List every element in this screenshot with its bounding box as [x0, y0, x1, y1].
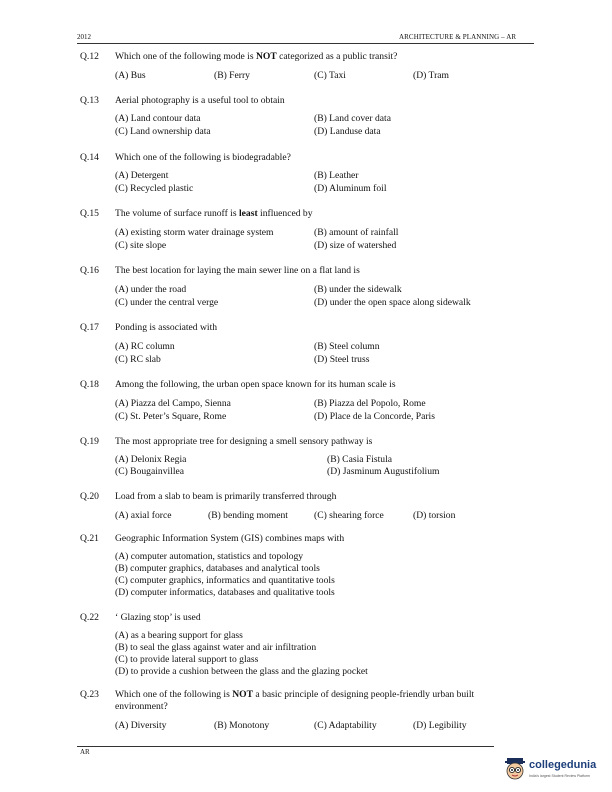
- option-d: (D) computer informatics, databases and qualitative tools: [115, 587, 335, 598]
- option-a: (A) axial force: [115, 510, 172, 521]
- option-a: (A) Bus: [115, 70, 146, 81]
- logo-tagline: India's largest Student Review Platform: [529, 774, 590, 778]
- question-number: Q.16: [80, 265, 99, 276]
- option-c: (C) to provide lateral support to glass: [115, 654, 259, 665]
- question-text: Aerial photography is a useful tool to obtain: [115, 95, 285, 106]
- option-a: (A) as a bearing support for glass: [115, 630, 243, 641]
- question-number: Q.20: [80, 491, 99, 502]
- question-number: Q.21: [80, 533, 99, 544]
- option-c: (C) under the central verge: [115, 297, 219, 308]
- option-a: (A) Piazza del Campo, Sienna: [115, 398, 231, 409]
- option-d: (D) Jasminum Augustifolium: [327, 466, 440, 477]
- option-d: (D) Steel truss: [314, 354, 370, 365]
- option-b: (B) Land cover data: [314, 113, 391, 124]
- question-number: Q.22: [80, 612, 99, 623]
- footer-rule: [77, 746, 494, 747]
- option-c: (C) Recycled plastic: [115, 183, 194, 194]
- logo-wordmark: collegedunia: [529, 759, 597, 771]
- header-paper-title: ARCHITECTURE & PLANNING – AR: [399, 33, 517, 41]
- question-text: Which one of the following mode is NOT categorized as a public transit?: [115, 51, 398, 62]
- question-text: The best location for laying the main sewer line on a flat land is: [115, 265, 360, 276]
- question-number: Q.19: [80, 436, 99, 447]
- question-text: Among the following, the urban open space known for its human scale is: [115, 379, 396, 390]
- question-text: Ponding is associated with: [115, 322, 218, 333]
- question-text: ‘ Glazing stop’ is used: [115, 612, 201, 623]
- option-d: (D) torsion: [413, 510, 456, 521]
- question-number: Q.17: [80, 322, 99, 333]
- option-b: (B) Steel column: [314, 341, 380, 352]
- question-number: Q.12: [80, 51, 99, 62]
- question-text: The most appropriate tree for designing a smell sensory pathway is: [115, 436, 373, 447]
- option-b: (B) Piazza del Popolo, Rome: [314, 398, 426, 409]
- option-c: (C) St. Peter’s Square, Rome: [115, 411, 227, 422]
- option-a: (A) Land contour data: [115, 113, 201, 124]
- option-c: (C) computer graphics, informatics and quantitative tools: [115, 575, 335, 586]
- option-d: (D) size of watershed: [314, 240, 397, 251]
- option-a: (A) computer automation, statistics and topology: [115, 551, 304, 562]
- option-b: (B) Ferry: [214, 70, 250, 81]
- option-d: (D) Legibility: [413, 720, 467, 731]
- header-rule: [77, 43, 534, 44]
- option-c: (C) shearing force: [314, 510, 384, 521]
- question-number: Q.13: [80, 95, 99, 106]
- question-text: The volume of surface runoff is least influenced by: [115, 208, 313, 219]
- question-number: Q.18: [80, 379, 99, 390]
- option-c: (C) Bougainvillea: [115, 466, 185, 477]
- option-d: (D) under the open space along sidewalk: [314, 297, 471, 308]
- option-c: (C) RC slab: [115, 354, 161, 365]
- header-year: 2012: [77, 33, 91, 41]
- option-b: (B) to seal the glass against water and air infiltration: [115, 642, 317, 653]
- question-number: Q.14: [80, 152, 99, 163]
- option-b: (B) Casia Fistula: [327, 454, 393, 465]
- option-a: (A) Diversity: [115, 720, 167, 731]
- option-d: (D) to provide a cushion between the glass and the glazing pocket: [115, 666, 368, 677]
- footer-paper-code: AR: [80, 748, 90, 756]
- question-number: Q.15: [80, 208, 99, 219]
- option-b: (B) computer graphics, databases and analytical tools: [115, 563, 320, 574]
- option-a: (A) existing storm water drainage system: [115, 227, 274, 238]
- option-b: (B) amount of rainfall: [314, 227, 399, 238]
- option-a: (A) Detergent: [115, 170, 169, 181]
- question-text: Geographic Information System (GIS) combines maps with: [115, 533, 345, 544]
- option-c: (C) Land ownership data: [115, 126, 211, 137]
- option-c: (C) Adaptability: [314, 720, 377, 731]
- question-text-line2: environment?: [115, 701, 168, 712]
- option-d: (D) Tram: [413, 70, 449, 81]
- option-b: (B) Monotony: [214, 720, 270, 731]
- option-d: (D) Landuse data: [314, 126, 381, 137]
- question-text: Load from a slab to beam is primarily transferred through: [115, 491, 337, 502]
- option-a: (A) Delonix Regia: [115, 454, 187, 465]
- option-d: (D) Aluminum foil: [314, 183, 387, 194]
- option-b: (B) Leather: [314, 170, 359, 181]
- question-text: Which one of the following is biodegradable?: [115, 152, 291, 163]
- question-number: Q.23: [80, 689, 99, 700]
- option-d: (D) Place de la Concorde, Paris: [314, 411, 435, 422]
- option-c: (C) Taxi: [314, 70, 346, 81]
- question-text: Which one of the following is NOT a basic principle of designing people-friendly urban built: [115, 689, 475, 700]
- mascot-icon: [503, 756, 527, 784]
- option-b: (B) under the sidewalk: [314, 284, 402, 295]
- option-a: (A) RC column: [115, 341, 175, 352]
- collegedunia-logo: [503, 756, 607, 786]
- option-a: (A) under the road: [115, 284, 187, 295]
- option-c: (C) site slope: [115, 240, 167, 251]
- option-b: (B) bending moment: [208, 510, 288, 521]
